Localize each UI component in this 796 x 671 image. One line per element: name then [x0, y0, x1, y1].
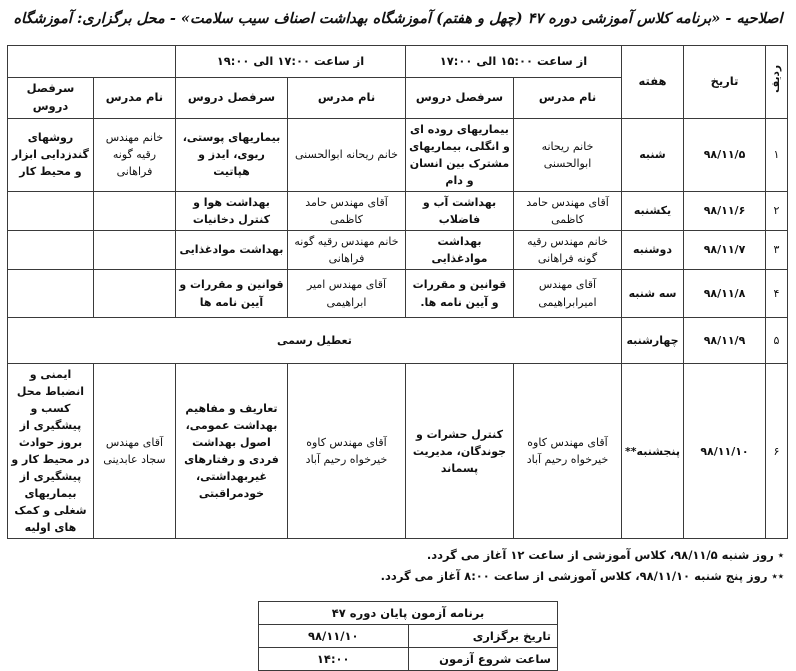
header-s3-topics: سرفصل دروس [7, 78, 93, 119]
exam-time-label: ساعت شروع آزمون [408, 647, 558, 670]
date-cell: ۹۸/۱۱/۵ [684, 118, 766, 191]
header-session1: از ساعت ۱۵:۰۰ الی ۱۷:۰۰ [405, 46, 621, 78]
s1-instructor-cell: آقای مهندس کاوه خیرخواه رحیم آباد [514, 364, 622, 539]
date-cell: ۹۸/۱۱/۸ [684, 270, 766, 318]
header-s2-instructor: نام مدرس [287, 78, 405, 119]
holiday-row [7, 318, 787, 364]
exam-time-row [259, 647, 558, 670]
footnote-thursday: ٭٭ روز پنج شنبه ۹۸/۱۱/۱۰، کلاس آموزشی از ساعت ۸:۰۰ آغاز می گردد. [380, 569, 784, 584]
s2-topic-cell: بهداشت موادغذایی [175, 230, 287, 269]
exam-date-value: ۹۸/۱۱/۱۰ [259, 624, 409, 647]
row-number-cell: ۳ [766, 230, 788, 269]
s3-instructor-cell: آقای مهندس سجاد عابدینی [93, 364, 175, 539]
s1-topic-cell: بهداشت موادغذایی [405, 230, 513, 269]
header-row-groups [7, 46, 787, 78]
holiday-cell: تعطیل رسمی [7, 318, 621, 364]
week-cell: یکشنبه [622, 191, 684, 230]
week-cell: شنبه [622, 118, 684, 191]
s1-instructor-cell: آقای مهندس امیرابراهیمی [514, 270, 622, 318]
header-s2-topics: سرفصل دروس [175, 78, 287, 119]
row-number-cell: ۵ [766, 318, 788, 364]
s1-instructor-cell: خانم مهندس رقیه گونه فراهانی [514, 230, 622, 269]
exam-schedule-table [258, 601, 558, 671]
s1-topic-cell: قوانین و مقررات و آیین نامه ها. [405, 270, 513, 318]
week-cell: پنجشنبه** [622, 364, 684, 539]
s3-topic-cell [7, 191, 93, 230]
s2-instructor-cell: آقای مهندس حامد کاظمی [287, 191, 405, 230]
s2-topic-cell: قوانین و مقررات و آیین نامه ها [175, 270, 287, 318]
s2-instructor-cell: آقای مهندس امیر ابراهیمی [287, 270, 405, 318]
s3-topic-cell: ایمنی و انضباط محل کسب و پیشگیری از بروز حوادث در محیط کار و پیشگیری از بیماریهای شغلی و کمک های اولیه [7, 364, 93, 539]
exam-date-label: تاریخ برگزاری [408, 624, 558, 647]
header-session3-empty [7, 46, 175, 78]
header-row-number: ردیف [766, 46, 788, 119]
table-row [7, 230, 787, 269]
s2-instructor-cell: خانم مهندس رقیه گونه فراهانی [287, 230, 405, 269]
s3-topic-cell: روشهای گندزدایی ابزار و محیط کار [7, 118, 93, 191]
s3-topic-cell [7, 230, 93, 269]
exam-table-title: برنامه آزمون پایان دوره ۴۷ [259, 601, 558, 624]
footnotes [8, 545, 784, 586]
exam-table-title-row [259, 601, 558, 624]
header-week: هفته [622, 46, 684, 119]
week-cell: دوشنبه [622, 230, 684, 269]
week-cell: چهارشنبه [622, 318, 684, 364]
s2-instructor-cell: آقای مهندس کاوه خیرخواه رحیم آباد [287, 364, 405, 539]
date-cell: ۹۸/۱۱/۶ [684, 191, 766, 230]
footnote-saturday: ٭ روز شنبه ۹۸/۱۱/۵، کلاس آموزشی از ساعت ۱۲ آغاز می گردد. [426, 548, 784, 563]
table-row [7, 364, 787, 539]
row-number-cell: ۱ [766, 118, 788, 191]
s3-instructor-cell [93, 270, 175, 318]
row-number-cell: ۲ [766, 191, 788, 230]
page-title: اصلاحیه - «برنامه کلاس آموزشی دوره ۴۷ (چهل و هفتم) آموزشگاه بهداشت اصناف سیب سلامت» - محل برگزاری: آموزشگاه [13, 10, 783, 27]
table-row [7, 118, 787, 191]
row-number-cell: ۴ [766, 270, 788, 318]
table-row [7, 191, 787, 230]
s1-instructor-cell: خانم ریحانه ابوالحسنی [514, 118, 622, 191]
date-cell: ۹۸/۱۱/۹ [684, 318, 766, 364]
s2-topic-cell: بیماریهای پوستی، ریوی، ایدز و هپاتیت [175, 118, 287, 191]
schedule-table [7, 45, 788, 539]
s3-instructor-cell [93, 230, 175, 269]
header-s1-topics: سرفصل دروس [405, 78, 513, 119]
row-number-cell: ۶ [766, 364, 788, 539]
header-s3-instructor: نام مدرس [93, 78, 175, 119]
exam-time-value: ۱۴:۰۰ [259, 647, 409, 670]
header-s1-instructor: نام مدرس [514, 78, 622, 119]
header-session2: از ساعت ۱۷:۰۰ الی ۱۹:۰۰ [175, 46, 405, 78]
s3-instructor-cell: خانم مهندس رقیه گونه فراهانی [93, 118, 175, 191]
s1-topic-cell: بیماریهای روده ای و انگلی، بیماریهای مشترک بین انسان و دام [405, 118, 513, 191]
s3-instructor-cell [93, 191, 175, 230]
s2-topic-cell: تعاریف و مفاهیم بهداشت عمومی، اصول بهداشت فردی و رفتارهای غیربهداشتی، خودمراقبتی [175, 364, 287, 539]
s3-topic-cell [7, 270, 93, 318]
table-row [7, 270, 787, 318]
s2-instructor-cell: خانم ریحانه ابوالحسنی [287, 118, 405, 191]
exam-date-row [259, 624, 558, 647]
s2-topic-cell: بهداشت هوا و کنترل دخانیات [175, 191, 287, 230]
s1-topic-cell: کنترل حشرات و جوندگان، مدیریت پسماند [405, 364, 513, 539]
week-cell: سه شنبه [622, 270, 684, 318]
header-date: تاریخ [684, 46, 766, 119]
s1-instructor-cell: آقای مهندس حامد کاظمی [514, 191, 622, 230]
date-cell: ۹۸/۱۱/۷ [684, 230, 766, 269]
date-cell: ۹۸/۱۱/۱۰ [684, 364, 766, 539]
s1-topic-cell: بهداشت آب و فاضلاب [405, 191, 513, 230]
